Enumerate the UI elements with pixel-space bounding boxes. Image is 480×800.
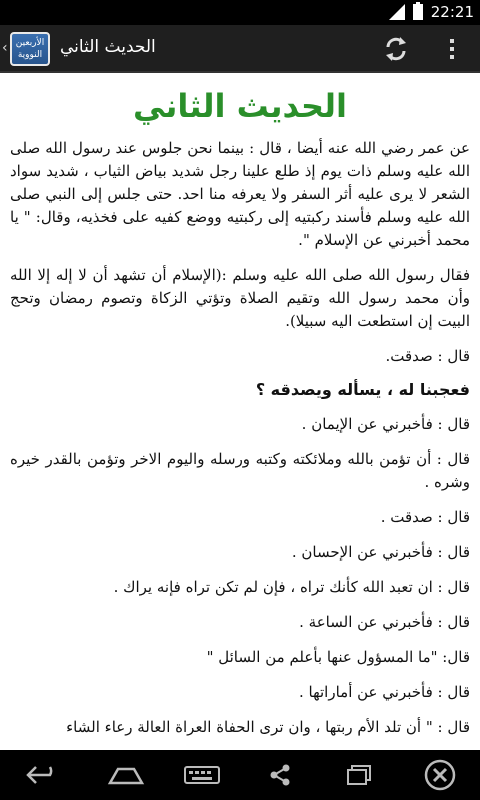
back-arrow-icon bbox=[24, 763, 64, 787]
status-time: 22:21 bbox=[430, 3, 474, 21]
back-chevron-icon[interactable]: ‹ bbox=[2, 40, 8, 56]
paragraph: قال : أن تؤمن بالله وملائكته وكتبه ورسله واليوم الاخر وتؤمن بالقدر خيره وشره . bbox=[10, 450, 470, 491]
close-icon bbox=[422, 757, 458, 793]
keyboard-button[interactable] bbox=[172, 750, 232, 800]
app-logo[interactable]: الأربعين النووية bbox=[10, 32, 50, 66]
action-bar bbox=[0, 25, 480, 73]
paragraph: قال : ان تعبد الله كأنك تراه ، فإن لم تكن تراه فإنه يراك . bbox=[113, 578, 470, 596]
battery-icon bbox=[413, 4, 423, 20]
hadith-heading: الحديث الثاني bbox=[132, 87, 347, 125]
paragraph: فقال رسول الله صلى الله عليه وسلم :(الإسلام أن تشهد أن لا إله إلا الله وأن محمد رسول الله وتقيم الصلاة وتؤتي الزكاة وتصوم رمضان وتحج البيت إن استطعت اليه سبيلا). bbox=[10, 266, 470, 330]
close-button[interactable] bbox=[410, 750, 470, 800]
paragraph: قال : " أن تلد الأم ربتها ، وان ترى الحفاة العراة العالة رعاء الشاء bbox=[66, 718, 470, 736]
navigation-bar bbox=[0, 750, 480, 800]
refresh-icon[interactable] bbox=[380, 33, 412, 65]
recent-apps-button[interactable] bbox=[330, 750, 390, 800]
hadith-content[interactable] bbox=[0, 75, 480, 750]
paragraph: قال : فأخبرني عن الساعة . bbox=[299, 613, 470, 631]
paragraph: قال : صدقت. bbox=[385, 347, 470, 365]
emphasis-line: فعجبنا له ، يسأله ويصدقه ؟ bbox=[255, 380, 470, 399]
keyboard-icon bbox=[182, 763, 222, 787]
paragraph: قال : صدقت . bbox=[380, 508, 470, 526]
paragraph: قال : فأخبرني عن أماراتها . bbox=[298, 683, 470, 701]
status-bar bbox=[0, 0, 480, 25]
home-icon bbox=[106, 763, 146, 787]
paragraph: قال : فأخبرني عن الإحسان . bbox=[291, 543, 470, 561]
overflow-menu-icon[interactable] bbox=[436, 33, 468, 65]
share-icon bbox=[260, 763, 300, 787]
back-button[interactable] bbox=[14, 750, 74, 800]
signal-icon bbox=[389, 4, 405, 20]
action-bar-title: الحديث الثاني bbox=[60, 37, 156, 57]
paragraph: قال: "ما المسؤول عنها بأعلم من السائل " bbox=[206, 648, 470, 666]
share-button[interactable] bbox=[250, 750, 310, 800]
paragraph: عن عمر رضي الله عنه أيضا ، قال : بينما نحن جلوس عند رسول الله صلى الله عليه وسلم ذات يوم إذ طلع علينا رجل شديد بياض الثياب ، شديد سواد الشعر لا يرى عليه أثر السفر ولا يعرفه منا احد. حتى جلس إلى النبي صلى الله عليه وسلم فأسند ركبتيه إلى ركبتيه ووضع كفيه على فخذيه، وقال: " يا محمد أخبرني عن الإسلام ". bbox=[10, 139, 470, 249]
home-button[interactable] bbox=[96, 750, 156, 800]
recent-apps-icon bbox=[340, 763, 380, 787]
paragraph: قال : فأخبرني عن الإيمان . bbox=[301, 415, 470, 433]
